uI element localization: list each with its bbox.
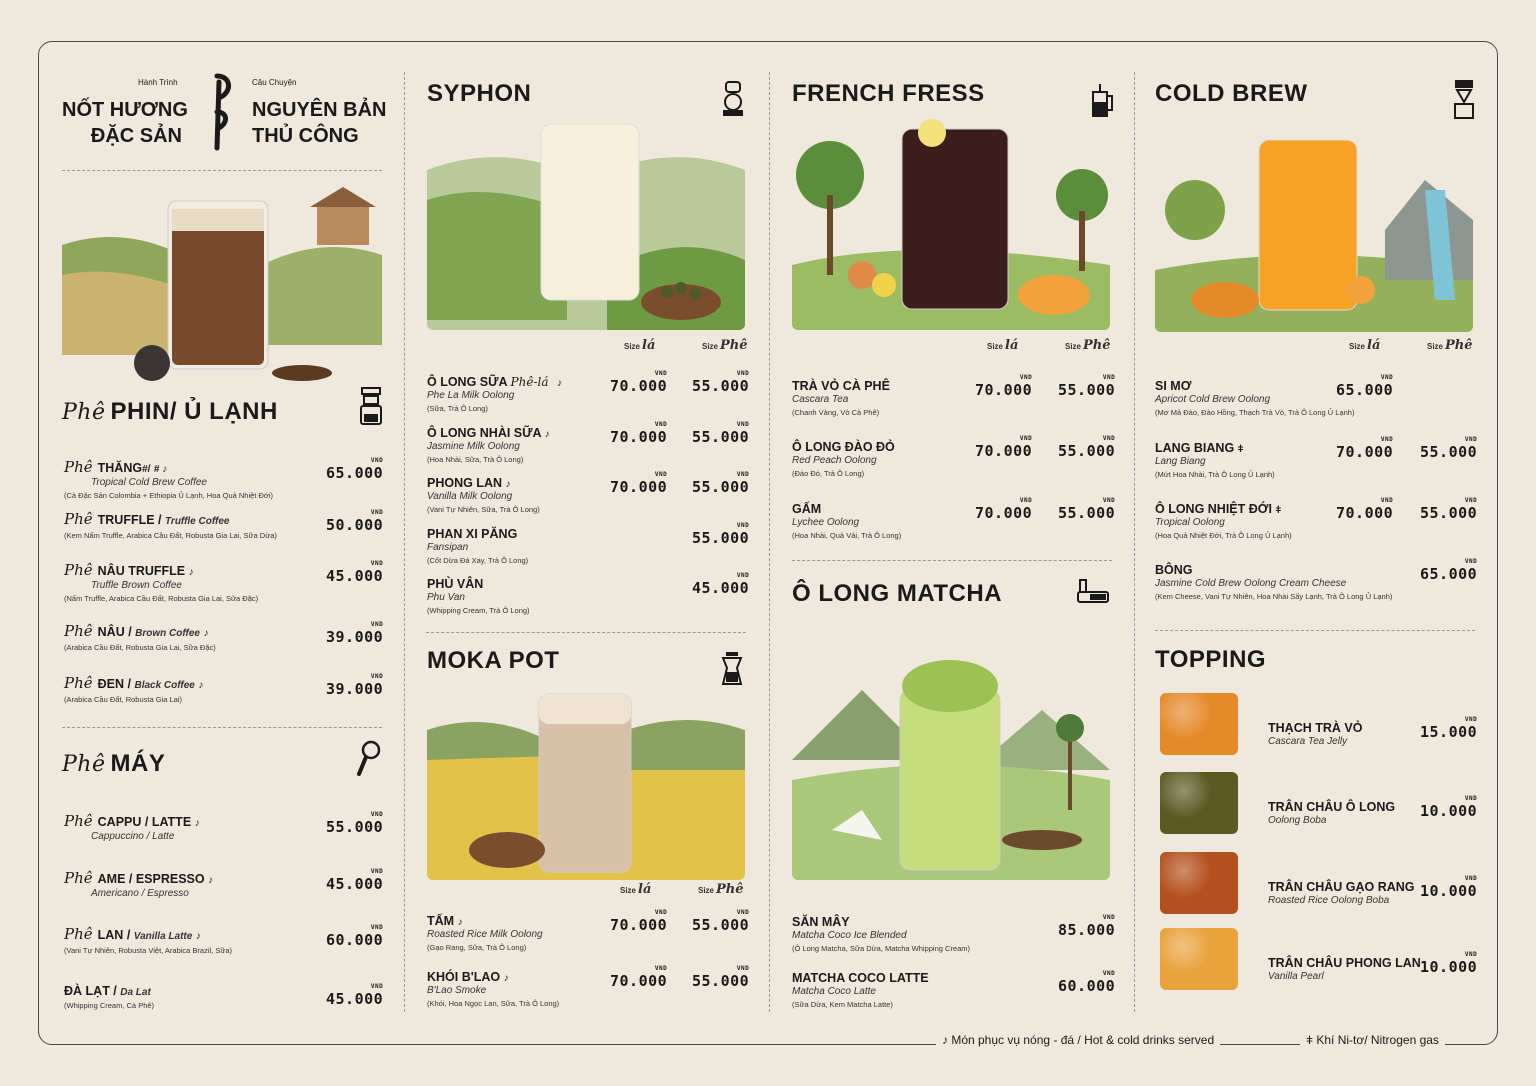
menu-item: [1155, 563, 1392, 601]
price: 10.000 VND: [1420, 951, 1478, 976]
item-english-name: Phe La Milk Oolong: [427, 390, 515, 401]
item-separator: /: [124, 625, 136, 639]
brand-left-line1: NỐT HƯƠNG: [62, 99, 188, 121]
currency-label: VND: [736, 370, 750, 377]
item-description: (Vani Tự Nhiên, Robusta Việt, Arabica Brazil, Sữa): [64, 946, 233, 955]
item-notes: ♪: [544, 429, 550, 440]
currency-label: VND: [654, 909, 668, 916]
currency-label: VND: [1102, 435, 1116, 442]
syphon-icon: [720, 80, 746, 118]
phin-section-title: [62, 398, 278, 426]
currency-label: VND: [1019, 435, 1033, 442]
item-mark: #/: [142, 464, 151, 475]
item-english-name: Truffle Coffee: [165, 516, 230, 527]
item-description: (Đào Đỏ, Trà Ô Long): [792, 469, 865, 478]
item-english-name: Truffle Brown Coffee: [91, 580, 182, 591]
price: 70.000 VND: [975, 374, 1033, 399]
item-english-name: Apricot Cold Brew Oolong: [1155, 394, 1271, 405]
item-name: Ô LONG NHÀI SỮA: [427, 426, 542, 440]
item-description: (Mơ Mả Đào, Đào Hồng, Thạch Trà Vỏ, Trà Ô Long Ủ Lạnh): [1155, 408, 1355, 417]
item-english-name: Tropical Cold Brew Coffee: [91, 477, 207, 488]
currency-label: VND: [654, 370, 668, 377]
price: 55.000 VND: [1058, 435, 1116, 460]
price: 70.000 VND: [610, 370, 668, 395]
item-name: LAN: [97, 928, 124, 942]
price: 55.000 VND: [326, 811, 384, 836]
price: 65.000 VND: [326, 457, 384, 482]
size-large-glyph: Phê: [720, 338, 748, 353]
brand-left-small: Hành Trình: [138, 78, 178, 87]
item-english-name: Cappuccino / Latte: [91, 831, 175, 842]
item-english-name: Lychee Oolong: [792, 517, 860, 528]
item-english-name: Americano / Espresso: [91, 888, 189, 899]
price: 70.000 VND: [610, 471, 668, 496]
currency-label: VND: [1102, 497, 1116, 504]
item-description: (Arabica Cầu Đất, Robusta Gia Lai): [64, 695, 182, 704]
phe-glyph: Phê: [62, 752, 106, 777]
size-label: Size: [624, 342, 641, 351]
may-section-title: [62, 750, 165, 778]
item-english-name: Matcha Coco Latte: [792, 986, 876, 997]
size-small-glyph: lá: [638, 882, 652, 897]
item-english-name: Lang Biang: [1155, 456, 1206, 467]
item-separator: /: [109, 984, 121, 998]
item-english-name: Fansipan: [427, 542, 469, 553]
section-divider: [792, 560, 1112, 561]
item-english-name: Black Coffee: [134, 680, 195, 691]
item-english-name: Cascara Tea Jelly: [1268, 736, 1348, 747]
item-name: NÂU TRUFFLE: [97, 564, 186, 578]
item-name: TRÂN CHÂU Ô LONG: [1268, 800, 1396, 814]
item-english-name: Da Lat: [120, 987, 151, 998]
item-english-name: Vanilla Pearl: [1268, 971, 1324, 982]
price: 60.000 VND: [326, 924, 384, 949]
item-description: (Khói, Hoa Ngọc Lan, Sữa, Trà Ô Long): [427, 999, 560, 1008]
item-english-name: B'Lao Smoke: [427, 985, 487, 996]
item-description: (Kem Nấm Truffle, Arabica Cầu Đất, Robusta Gia Lai, Sữa Dừa): [64, 531, 277, 540]
syphon-illustration: [427, 120, 745, 330]
item-name: NÂU: [97, 625, 125, 639]
menu-item: [427, 527, 528, 565]
topping-image: [1160, 772, 1238, 834]
size-label: Size: [1349, 342, 1366, 351]
menu-item: [792, 502, 901, 540]
column-divider: [404, 72, 405, 1012]
item-notes: ♪: [188, 567, 194, 578]
menu-item: [64, 869, 213, 899]
currency-label: VND: [370, 621, 384, 628]
currency-label: VND: [1380, 497, 1394, 504]
price: 45.000 VND: [326, 868, 384, 893]
price: 55.000 VND: [1058, 374, 1116, 399]
topping-item: [1268, 800, 1395, 826]
topping-item: [1268, 721, 1362, 747]
currency-label: VND: [370, 811, 384, 818]
size-label: Size: [698, 886, 715, 895]
currency-label: VND: [370, 673, 384, 680]
currency-label: VND: [1464, 716, 1478, 723]
menu-item: [427, 476, 540, 514]
currency-label: VND: [1019, 374, 1033, 381]
item-notes: ♪: [503, 973, 509, 984]
size-large-glyph: Phê: [1083, 338, 1111, 353]
currency-label: VND: [1102, 970, 1116, 977]
price: 45.000 VND: [326, 983, 384, 1008]
item-description: (Nấm Truffle, Arabica Cầu Đất, Robusta Gia Lai, Sữa Đặc): [64, 594, 259, 603]
item-name: SĂN MÂY: [792, 915, 850, 929]
item-english-name: Brown Coffee: [135, 628, 200, 639]
brand-logo-icon: [203, 72, 237, 152]
item-description: (Whipping Cream, Cà Phê): [64, 1001, 155, 1010]
item-english-name: Tropical Oolong: [1155, 517, 1225, 528]
section-divider: [62, 170, 382, 171]
matcha-illustration: [792, 640, 1110, 880]
topping-section-title: TOPPING: [1155, 646, 1267, 673]
column-divider: [769, 72, 770, 1012]
portafilter-icon: [354, 740, 382, 778]
item-english-name: Roasted Rice Oolong Boba: [1268, 895, 1390, 906]
menu-item: [792, 971, 929, 1009]
item-name: Ô LONG ĐÀO ĐỎ: [792, 440, 895, 454]
size-small-glyph: lá: [1367, 338, 1381, 353]
currency-label: VND: [736, 965, 750, 972]
item-description: (Ô Long Matcha, Sữa Dừa, Matcha Whipping Cream): [792, 944, 971, 953]
item-name: KHÓI B'LAO: [427, 970, 501, 984]
phe-glyph: Phê: [64, 925, 93, 943]
item-description: (Hoa Nhài, Quả Vải, Trà Ô Long): [792, 531, 902, 540]
price: 45.000 VND: [692, 572, 750, 597]
price: 55.000 VND: [692, 909, 750, 934]
menu-item: [792, 440, 895, 478]
currency-label: VND: [654, 421, 668, 428]
currency-label: VND: [1102, 914, 1116, 921]
currency-label: VND: [1019, 497, 1033, 504]
item-description: (Whipping Cream, Trà Ô Long): [427, 606, 530, 615]
item-name: CAPPU / LATTE: [97, 815, 192, 829]
section-divider: [1155, 630, 1475, 631]
moka-illustration: [427, 690, 745, 880]
phe-glyph: Phê: [64, 674, 93, 692]
currency-label: VND: [736, 572, 750, 579]
section-divider: [62, 727, 382, 728]
item-english-name: Jasmine Milk Oolong: [427, 441, 520, 452]
item-notes: ǂ: [1275, 505, 1282, 516]
item-description: (Hoa Nhài, Sữa, Trà Ô Long): [427, 455, 524, 464]
item-english-name: Vanilla Latte: [133, 931, 193, 942]
menu-item: [427, 426, 550, 464]
phin-illustration: [62, 185, 382, 385]
coldbrew-size-header: [1349, 338, 1474, 353]
price: 45.000 VND: [326, 560, 384, 585]
may-title-text: MÁY: [110, 750, 166, 777]
item-english-name: Vanilla Milk Oolong: [427, 491, 513, 502]
coldbrew-illustration: [1155, 120, 1473, 332]
currency-label: VND: [370, 868, 384, 875]
price: 70.000 VND: [975, 497, 1033, 522]
item-notes: ♪: [194, 818, 200, 829]
price: 10.000 VND: [1420, 875, 1478, 900]
currency-label: VND: [736, 522, 750, 529]
item-name: BÔNG: [1155, 563, 1193, 577]
moka-section-title: MOKA POT: [427, 647, 560, 674]
menu-item: [64, 674, 203, 704]
item-name: PHONG LAN: [427, 476, 502, 490]
size-label: Size: [702, 342, 719, 351]
item-description: (Mứt Hoa Nhài, Trà Ô Long Ủ Lạnh): [1155, 470, 1275, 479]
size-large-glyph: Phê: [716, 882, 744, 897]
price: 55.000 VND: [692, 522, 750, 547]
section-divider: [426, 632, 746, 633]
item-name: TRUFFLE: [97, 513, 155, 527]
price: 39.000 VND: [326, 673, 384, 698]
currency-label: VND: [1464, 951, 1478, 958]
matcha-tray-icon: [1076, 576, 1112, 606]
currency-label: VND: [370, 560, 384, 567]
price: 55.000 VND: [1420, 436, 1478, 461]
item-name: ĐEN: [97, 677, 125, 691]
item-description: (Vani Tự Nhiên, Sữa, Trà Ô Long): [427, 505, 540, 514]
phe-glyph: Phê: [64, 510, 93, 528]
topping-image: [1160, 852, 1238, 914]
price: 10.000 VND: [1420, 795, 1478, 820]
currency-label: VND: [1464, 497, 1478, 504]
item-english-name: Red Peach Oolong: [792, 455, 877, 466]
item-name: THĂNG: [97, 461, 143, 475]
menu-item: [427, 970, 559, 1008]
item-name: TRÀ VỎ CÀ PHÊ: [792, 379, 890, 393]
currency-label: VND: [654, 965, 668, 972]
currency-label: VND: [1380, 374, 1394, 381]
syphon-section-title: SYPHON: [427, 80, 532, 107]
phe-glyph: Phê: [64, 812, 93, 830]
size-small-glyph: lá: [642, 338, 656, 353]
currency-label: VND: [654, 471, 668, 478]
item-name: PHÙ VÂN: [427, 577, 484, 591]
menu-item: [792, 915, 970, 953]
price: 60.000 VND: [1058, 970, 1116, 995]
item-description: (Sữa, Trà Ô Long): [427, 404, 488, 413]
price: 55.000 VND: [692, 421, 750, 446]
price: 85.000 VND: [1058, 914, 1116, 939]
moka-size-header: [620, 882, 745, 897]
brand-right-line2: THỦ CÔNG: [252, 125, 359, 147]
item-description: (Sữa Dừa, Kem Matcha Latte): [792, 1000, 893, 1009]
size-label: Size: [987, 342, 1004, 351]
price: 70.000 VND: [610, 909, 668, 934]
item-notes: ♪: [556, 378, 562, 389]
item-name: GẤM: [792, 502, 822, 516]
price: 55.000 VND: [1058, 497, 1116, 522]
french-size-header: [987, 338, 1112, 353]
price: 55.000 VND: [692, 965, 750, 990]
currency-label: VND: [370, 457, 384, 464]
menu-item: [64, 812, 200, 842]
size-label: Size: [1065, 342, 1082, 351]
topping-item: [1268, 956, 1421, 982]
currency-label: VND: [1380, 436, 1394, 443]
currency-label: VND: [370, 924, 384, 931]
item-english-name: Jasmine Cold Brew Oolong Cream Cheese: [1155, 578, 1347, 589]
menu-item: [1155, 379, 1354, 417]
matcha-section-title: Ô LONG MATCHA: [792, 580, 1003, 607]
footer-nitrogen-note: ǂ Khí Ni-tơ/ Nitrogen gas: [1300, 1033, 1445, 1047]
item-notes: ♪: [203, 628, 209, 639]
currency-label: VND: [1464, 875, 1478, 882]
item-english-name: Roasted Rice Milk Oolong: [427, 929, 543, 940]
price: 55.000 VND: [692, 370, 750, 395]
menu-item: [1155, 441, 1275, 479]
size-small-glyph: lá: [1005, 338, 1019, 353]
menu-item: [64, 984, 154, 1010]
currency-label: VND: [1464, 795, 1478, 802]
menu-item: [64, 925, 232, 955]
item-name: TRÂN CHÂU PHONG LAN: [1268, 956, 1421, 970]
item-description: (Chanh Vàng, Vỏ Cà Phê): [792, 408, 880, 417]
item-name: PHAN XI PĂNG: [427, 527, 518, 541]
item-english-name: Cascara Tea: [792, 394, 849, 405]
menu-item: [64, 510, 277, 540]
item-name: Ô LONG SỮA: [427, 375, 508, 389]
phin-title-text: PHIN/ Ủ LẠNH: [110, 398, 278, 425]
price: 70.000 VND: [1336, 497, 1394, 522]
phe-la-glyph: Phê-lá: [510, 375, 549, 389]
phe-glyph: Phê: [64, 622, 93, 640]
syphon-size-header: [624, 338, 749, 353]
item-english-name: Oolong Boba: [1268, 815, 1327, 826]
menu-item: [64, 458, 273, 500]
french-section-title: FRENCH FRESS: [792, 80, 985, 107]
phe-glyph: Phê: [64, 869, 93, 887]
item-name: MATCHA COCO LATTE: [792, 971, 929, 985]
currency-label: VND: [1464, 436, 1478, 443]
column-divider: [1134, 72, 1135, 1012]
price: 50.000 VND: [326, 509, 384, 534]
item-name: THẠCH TRÀ VỎ: [1268, 721, 1363, 735]
item-notes: ǂ: [1237, 444, 1244, 455]
cold-brew-icon: [1452, 78, 1476, 120]
menu-item: [792, 379, 890, 417]
size-label: Size: [620, 886, 637, 895]
item-notes: ♪: [195, 931, 201, 942]
currency-label: VND: [370, 983, 384, 990]
item-notes: ♪: [208, 875, 214, 886]
currency-label: VND: [1102, 374, 1116, 381]
menu-item: [1155, 502, 1292, 540]
item-separator: /: [124, 677, 135, 691]
item-name: SI MƠ: [1155, 379, 1192, 393]
item-notes: ♪: [505, 479, 511, 490]
footer-hot-cold-note: ♪ Món phục vụ nóng - đá / Hot & cold drinks served: [936, 1033, 1220, 1047]
currency-label: VND: [370, 509, 384, 516]
topping-image: [1160, 928, 1238, 990]
phe-glyph: Phê: [62, 400, 106, 425]
item-name: TẤM: [427, 914, 455, 928]
price: 70.000 VND: [610, 421, 668, 446]
item-name: AME / ESPRESSO: [97, 872, 205, 886]
item-name: Ô LONG NHIỆT ĐỚI: [1155, 502, 1272, 516]
item-name: TRÂN CHÂU GẠO RANG: [1268, 880, 1415, 894]
item-separator: /: [154, 513, 165, 527]
phe-glyph: Phê: [64, 561, 93, 579]
currency-label: VND: [1464, 558, 1478, 565]
menu-item: [427, 914, 543, 952]
brand-right-line1: NGUYÊN BẢN: [252, 99, 387, 121]
price: 65.000 VND: [1336, 374, 1394, 399]
price: 70.000 VND: [610, 965, 668, 990]
price: 70.000 VND: [1336, 436, 1394, 461]
item-description: (Gạo Rang, Sữa, Trà Ô Long): [427, 943, 527, 952]
topping-image: [1160, 693, 1238, 755]
price: 55.000 VND: [1420, 497, 1478, 522]
menu-item: [427, 577, 530, 615]
item-description: (Cốt Dừa Đá Xay, Trà Ô Long): [427, 556, 529, 565]
phe-glyph: Phê: [64, 458, 93, 476]
phin-filter-icon: [358, 386, 384, 426]
size-large-glyph: Phê: [1445, 338, 1473, 353]
moka-pot-icon: [718, 650, 746, 686]
currency-label: VND: [736, 471, 750, 478]
item-name: ĐÀ LẠT: [64, 984, 110, 998]
brand-right-small: Câu Chuyện: [252, 78, 297, 87]
topping-item: [1268, 880, 1415, 906]
currency-label: VND: [736, 909, 750, 916]
item-separator: /: [123, 928, 134, 942]
menu-item: [64, 622, 216, 652]
french-illustration: [792, 115, 1110, 330]
item-description: (Hoa Quả Nhiệt Đới, Trà Ô Long Ủ Lạnh): [1155, 531, 1292, 540]
currency-label: VND: [736, 421, 750, 428]
price: 65.000 VND: [1420, 558, 1478, 583]
price: 39.000 VND: [326, 621, 384, 646]
item-notes: ♪: [457, 917, 463, 928]
item-english-name: Phu Van: [427, 592, 465, 603]
item-description: (Cà Đặc Sản Colombia + Ethiopia Ủ Lạnh, Hoa Quả Nhiệt Đới): [64, 491, 273, 500]
item-description: (Arabica Cầu Đất, Robusta Gia Lai, Sữa Đặc): [64, 643, 216, 652]
item-name: LANG BIANG: [1155, 441, 1235, 455]
brand-left-line2: ĐẶC SẢN: [90, 125, 182, 147]
item-notes: # ♪: [153, 464, 168, 475]
coldbrew-section-title: COLD BREW: [1155, 80, 1308, 107]
item-notes: ♪: [198, 680, 204, 691]
price: 55.000 VND: [692, 471, 750, 496]
item-english-name: Matcha Coco Ice Blended: [792, 930, 907, 941]
item-description: (Kem Cheese, Vani Tự Nhiên, Hoa Nhài Sấy Lạnh, Trà Ô Long Ủ Lạnh): [1155, 592, 1393, 601]
size-label: Size: [1427, 342, 1444, 351]
price: 70.000 VND: [975, 435, 1033, 460]
menu-item: [427, 375, 562, 413]
price: 15.000 VND: [1420, 716, 1478, 741]
menu-item: [64, 561, 258, 603]
